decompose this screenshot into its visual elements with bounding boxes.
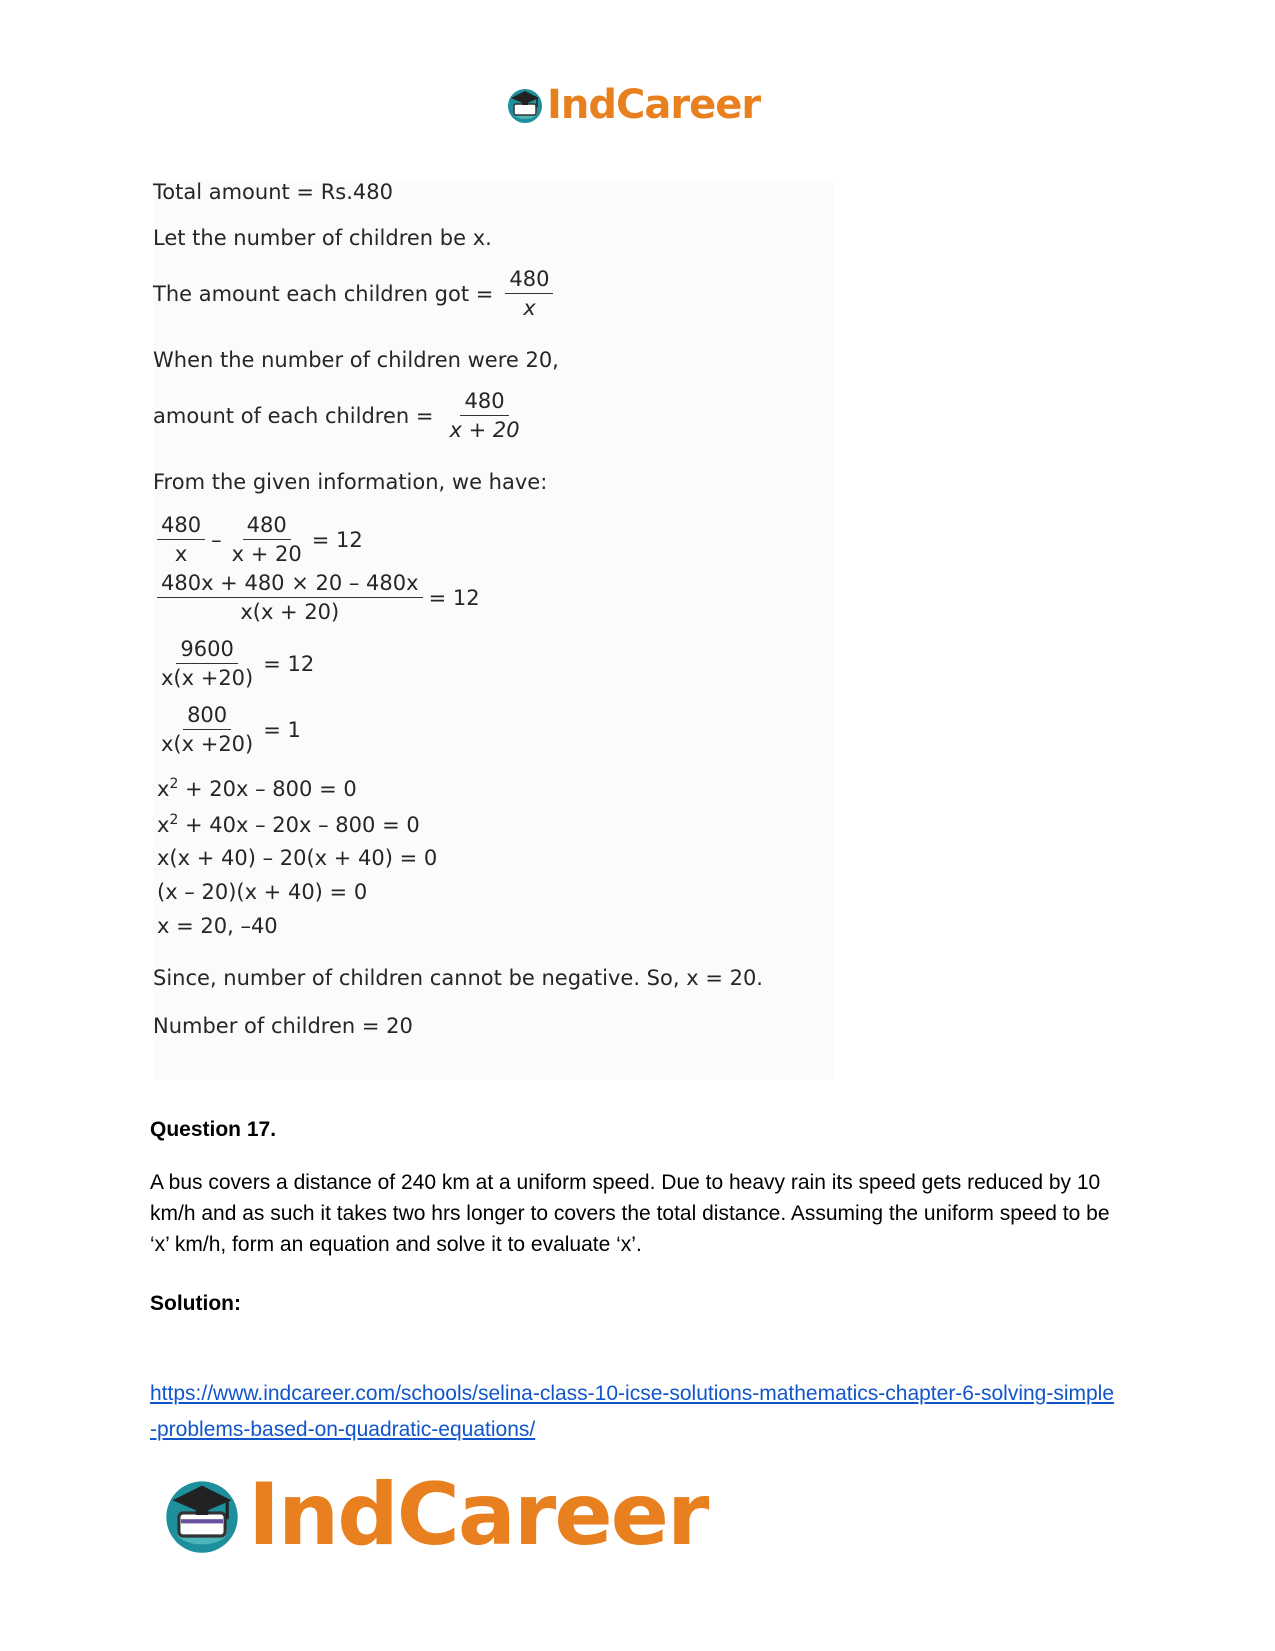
logo-wordmark: IndCareer — [547, 82, 761, 128]
equation-step: x(x + 40) – 20(x + 40) = 0 — [157, 846, 438, 870]
equation-step: $\frac{800}{x(x +20)}$ = 1 — [157, 704, 301, 756]
header-logo — [505, 80, 760, 130]
fraction: $\frac{9600}{x(x +20)}$ — [161, 637, 254, 691]
question-heading: Question 17. — [150, 1118, 277, 1141]
math-line: When the number of children were 20, — [153, 348, 559, 372]
math-line: Let the number of children be x. — [153, 226, 492, 250]
question-text: A bus covers a distance of 240 km at a uniform speed. Due to heavy rain its speed gets reduced by 10 km/h and as such it takes two hrs longer to covers the total distance. Assuming the uniform speed to be ‘x’ km/h, form an equation and solve it to evaluate ‘x’. — [150, 1171, 1110, 1256]
fraction: $\frac{480}{x}$ — [505, 268, 553, 320]
fraction: $\frac{480}{x}$ — [157, 514, 205, 566]
equation-step: x = 20, –40 — [157, 914, 278, 938]
math-line: From the given information, we have: — [153, 470, 548, 494]
logo-wordmark: IndCareer — [248, 1465, 708, 1565]
footer-logo — [160, 1465, 708, 1565]
math-line: Since, number of children cannot be negative. So, x = 20. — [153, 966, 763, 990]
graduation-globe-icon — [505, 85, 545, 125]
fraction: $\frac{480}{x + 20}$ — [449, 389, 520, 443]
fraction: $\frac{480}{x + 20}$ — [231, 513, 302, 567]
fraction: $\frac{800}{x(x +20)}$ — [161, 703, 254, 757]
math-solution-block — [153, 180, 833, 1080]
math-line: amount of each children = $\frac{480}{x + 20}$ — [153, 390, 524, 442]
math-line: Total amount = Rs.480 — [153, 180, 393, 204]
equation-step: $\frac{480x + 480 \times 20 - 480x}{x(x + 20)}$ = 12 — [157, 572, 480, 624]
equation-step: $x^2 + 20x - 800 = 0$ — [157, 776, 357, 801]
equation-step: $\frac{9600}{x(x +20)}$ = 12 — [157, 638, 314, 690]
equation-step: (x – 20)(x + 40) = 0 — [157, 880, 368, 904]
graduation-globe-icon — [160, 1473, 244, 1557]
math-line: Number of children = 20 — [153, 1014, 413, 1038]
math-line: The amount each children got = $\frac{480}{x}$ — [153, 268, 553, 320]
equation-step: $\frac{480}{x}$ – $\frac{480}{x + 20}$ = 12 — [157, 514, 363, 566]
source-link[interactable]: https://www.indcareer.com/schools/selina-class-10-icse-solutions-mathematics-chapter-6-solving-simple-problems-based-on-quadratic-equations/ — [150, 1382, 1115, 1441]
solution-heading: Solution: — [150, 1292, 241, 1315]
fraction: $\frac{480x + 480 \times 20 - 480x}{x(x + 20)}$ — [157, 572, 423, 624]
equation-step: $x^2 + 40x - 20x - 800 = 0$ — [157, 812, 420, 837]
